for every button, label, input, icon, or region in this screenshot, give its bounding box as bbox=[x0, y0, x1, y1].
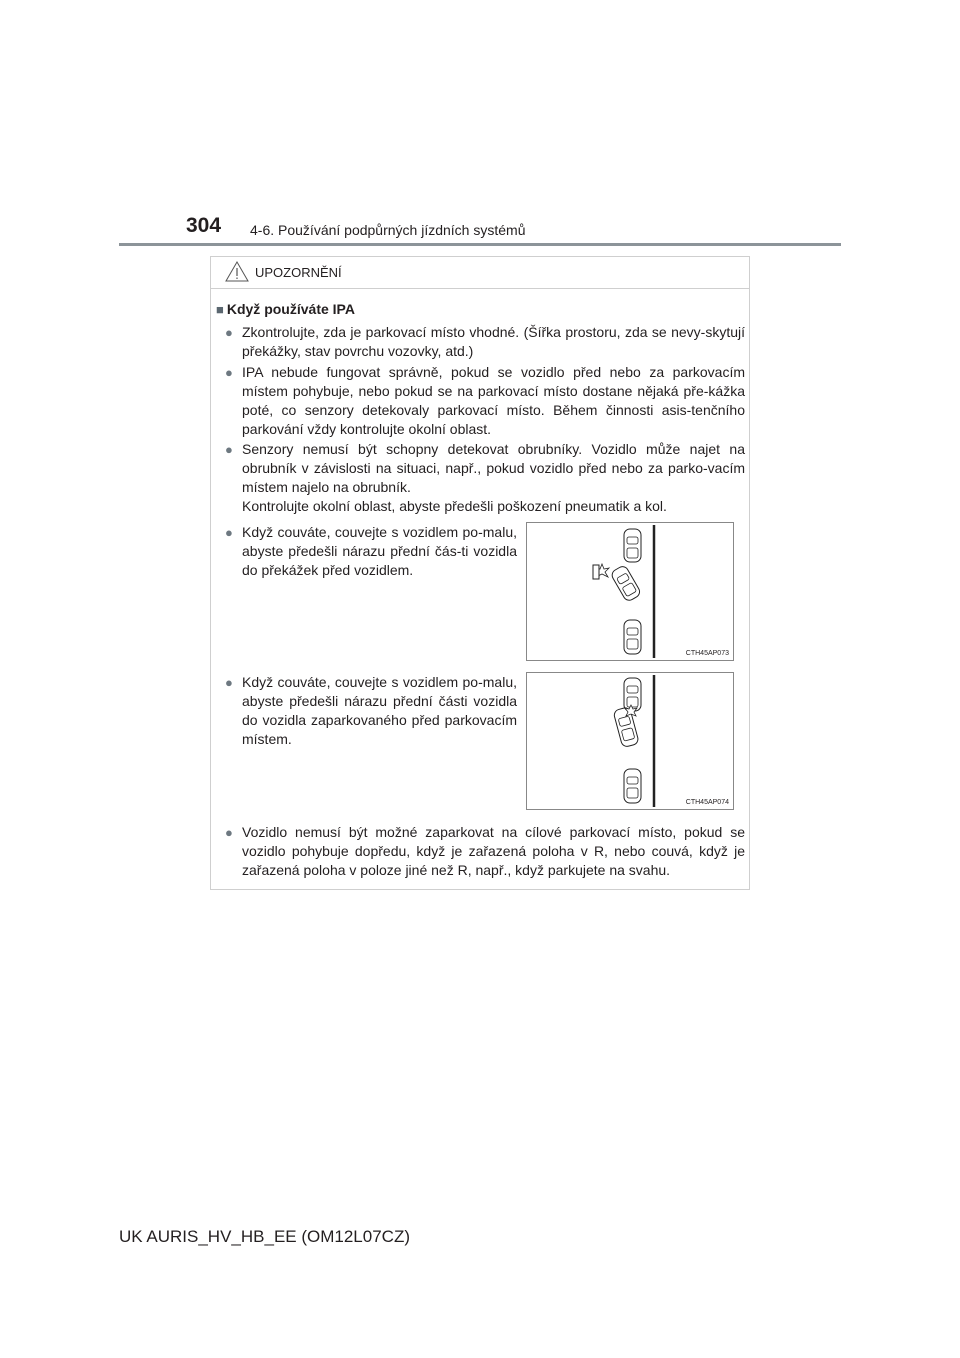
bullet-text: Senzory nemusí být schopny detekovat obrubníky. Vozidlo může najet na obrubník v závislosti na situaci, např., pokud vozidlo před nebo za parko-vacím místem najelo na obrubník. bbox=[242, 441, 745, 495]
bullet-dot-icon: ● bbox=[225, 525, 233, 540]
bullet-text: Když couváte, couvejte s vozidlem po-malu, abyste předešli nárazu přední části vozidla do vozidla zaparkovaného před parkovacím místem. bbox=[242, 674, 517, 747]
warning-triangle-icon bbox=[225, 261, 249, 282]
footer-document-code: UK AURIS_HV_HB_EE (OM12L07CZ) bbox=[119, 1227, 410, 1246]
warning-box bbox=[210, 256, 750, 890]
bullet-text: Když couváte, couvejte s vozidlem po-malu, abyste předešli nárazu přední čás-ti vozidla do překážek před vozidlem. bbox=[242, 524, 517, 578]
bullet-text: IPA nebude fungovat správně, pokud se vozidlo před nebo za parkovacím místem pohybuje, nebo pokud se na parkovací místo dostane nějaká pře-kážka poté, co senzory detekovaly parkovací místo. Během činnosti asis-tenčního parkování vždy kontrolujte okolní oblast. bbox=[242, 364, 745, 437]
bullet-dot-icon: ● bbox=[225, 675, 233, 690]
warning-label: UPOZORNĚNÍ bbox=[255, 265, 342, 280]
parked-car-rear bbox=[624, 620, 641, 654]
bullet-dot-icon: ● bbox=[225, 825, 233, 840]
reversing-car bbox=[613, 707, 639, 748]
subheading-text: Když používáte IPA bbox=[226, 301, 355, 317]
parked-car-rear bbox=[624, 769, 641, 803]
parked-car-front bbox=[624, 529, 641, 562]
warning-header bbox=[211, 257, 749, 289]
header-rule bbox=[119, 243, 841, 246]
bullet-dot-icon: ● bbox=[225, 442, 233, 457]
page-number: 304 bbox=[186, 214, 222, 237]
square-bullet-icon: ■ bbox=[216, 302, 224, 317]
figure-code: CTH45AP073 bbox=[685, 650, 729, 657]
bullet-dot-icon: ● bbox=[225, 365, 233, 380]
bullet-continuation: Kontrolujte okolní oblast, abyste předešli poškození pneumatik a kol. bbox=[242, 498, 667, 514]
parked-car-front bbox=[624, 678, 641, 711]
bullet-text: Vozidlo nemusí být možné zaparkovat na cílové parkovací místo, pokud se vozidlo pohybuje dopředu, když je zařazená poloha v R, nebo couvá, když je zařazená poloha v poloze jiné než R, např., když parkujete na svahu. bbox=[242, 824, 745, 878]
warning-subheading bbox=[216, 301, 355, 317]
figure-code: CTH45AP074 bbox=[685, 799, 729, 806]
section-title: 4-6. Používání podpůrných jízdních systémů bbox=[250, 222, 526, 238]
bullet-text: Zkontrolujte, zda je parkovací místo vhodné. (Šířka prostoru, zda se nevy-skytují překážky, stav povrchu vozovky, atd.) bbox=[242, 324, 745, 359]
obstacle-pole bbox=[593, 565, 599, 579]
bullet-dot-icon: ● bbox=[225, 325, 233, 340]
parking-diagram-2 bbox=[527, 673, 733, 809]
figure-2 bbox=[526, 672, 734, 810]
reversing-car bbox=[610, 565, 642, 603]
figure-1 bbox=[526, 522, 734, 661]
parking-diagram-1 bbox=[527, 523, 733, 660]
